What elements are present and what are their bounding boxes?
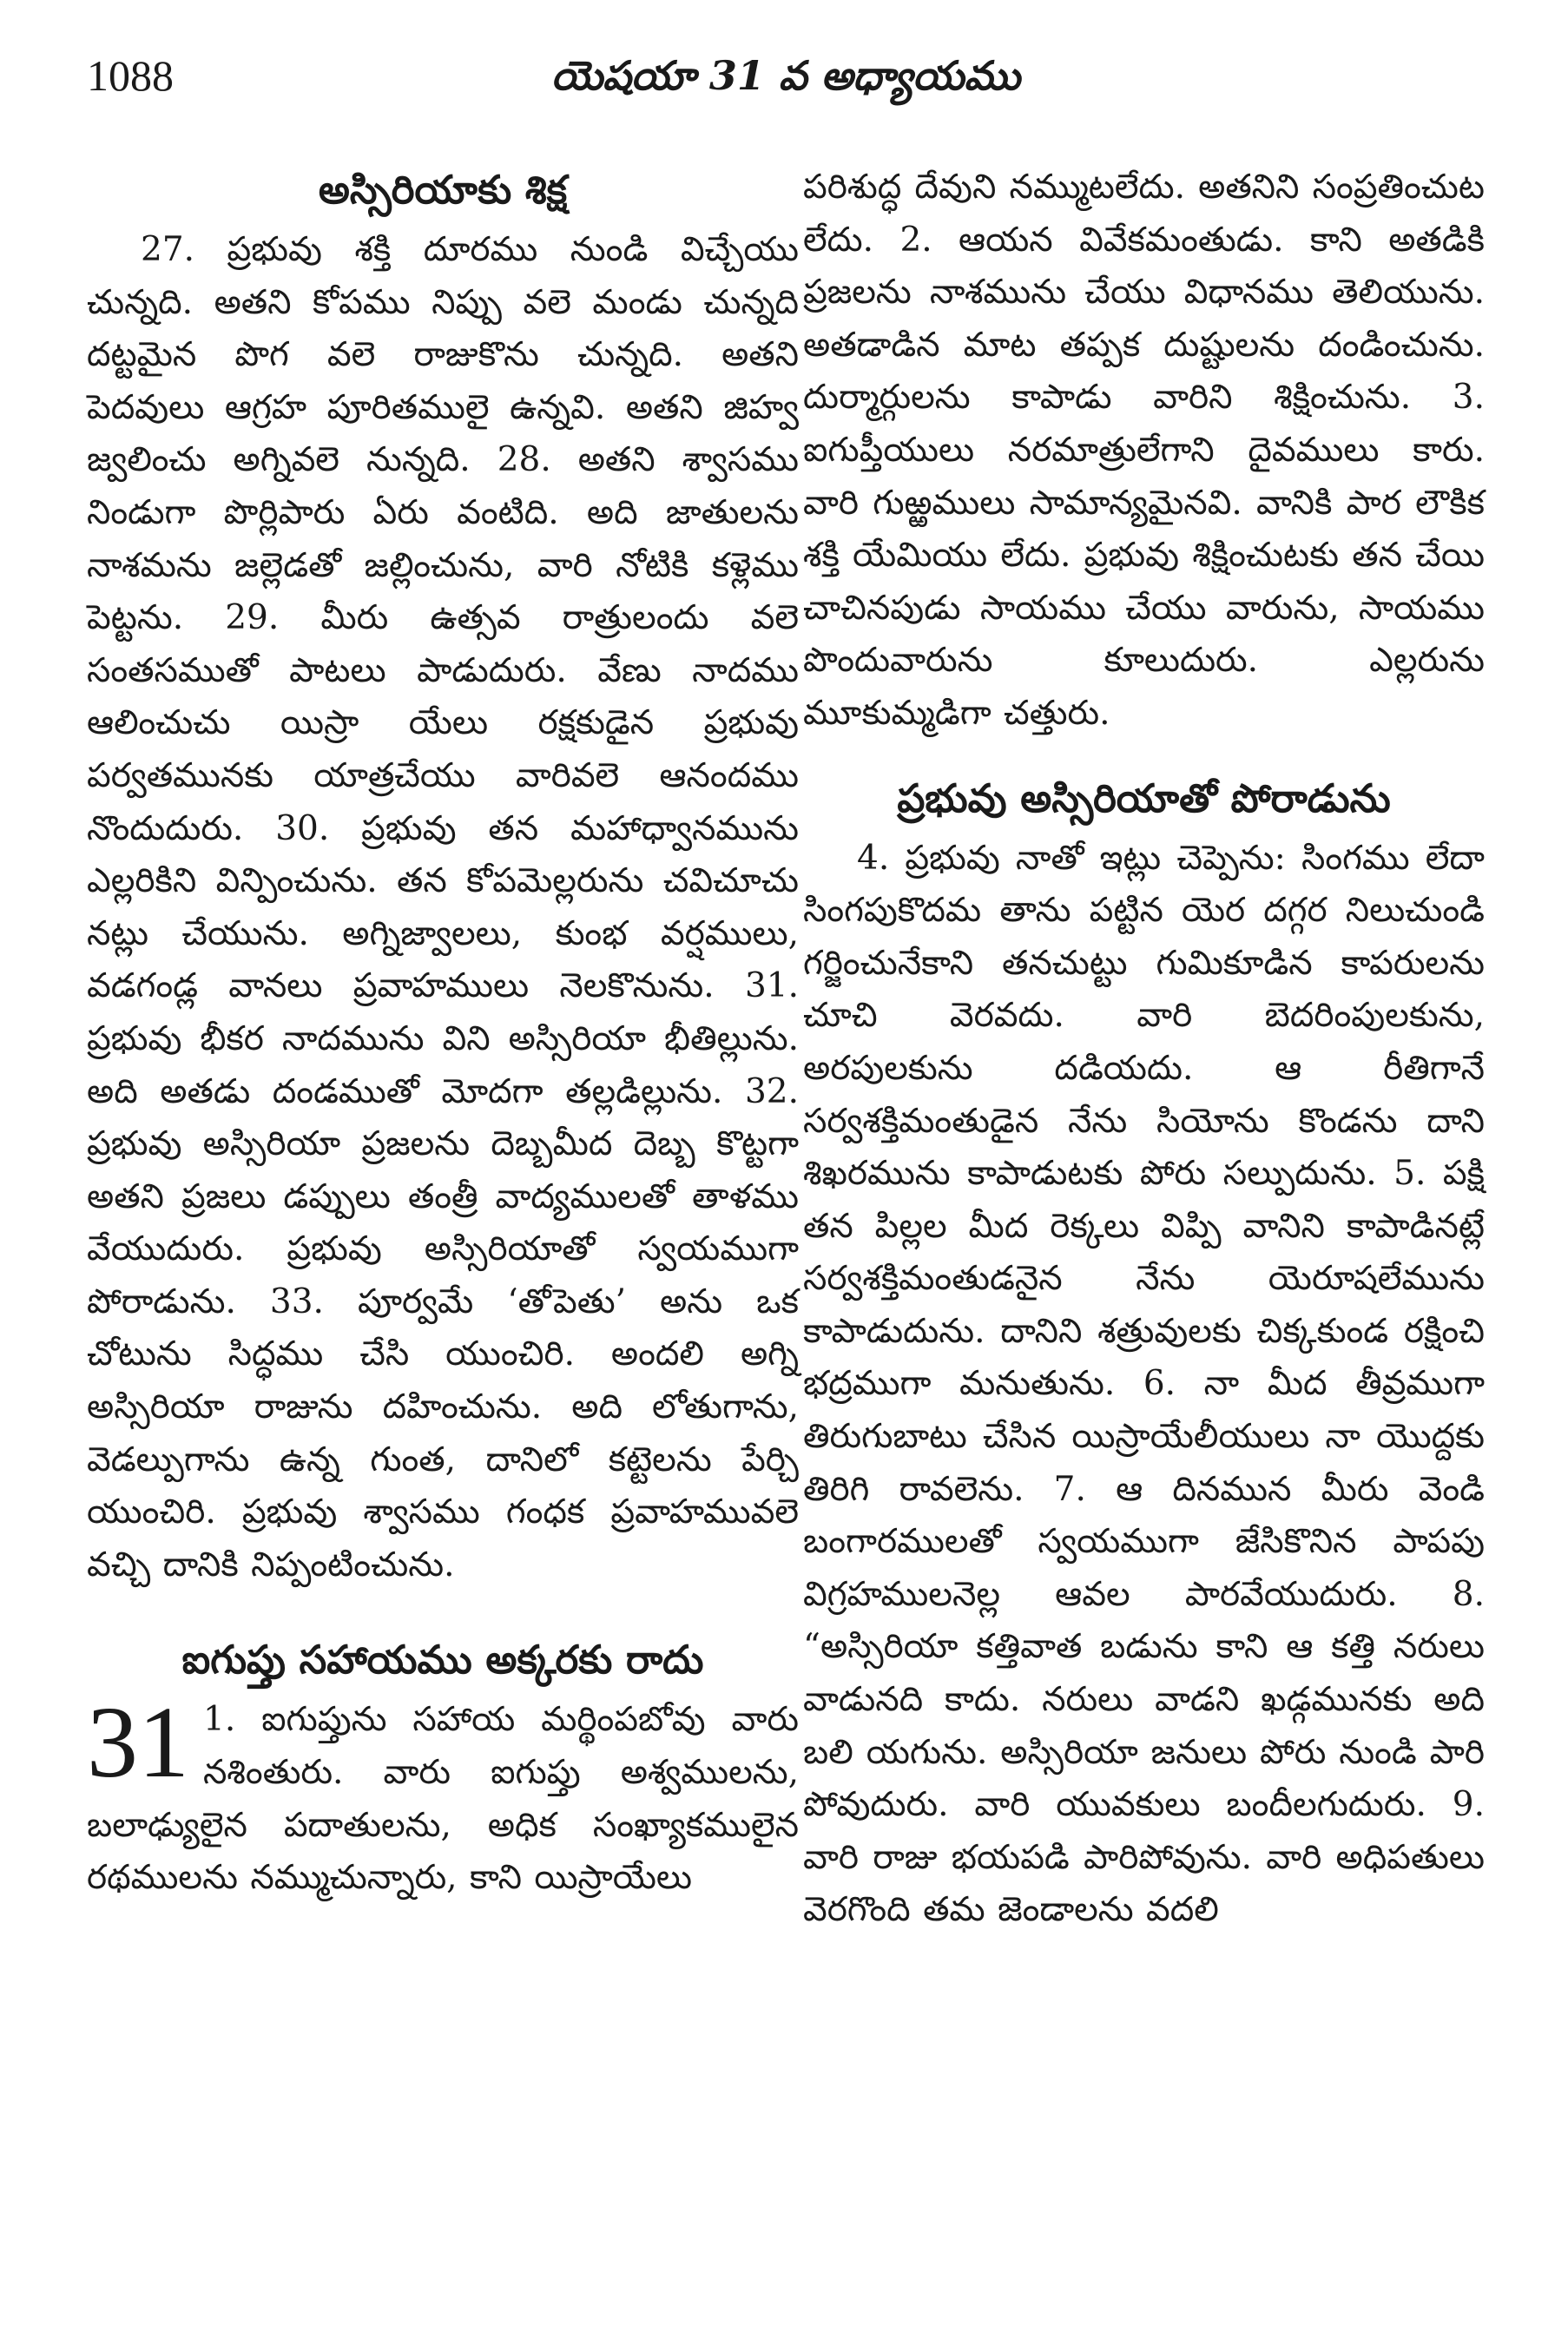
- right-column: [803, 156, 1485, 1937]
- chapter-block: [87, 1685, 799, 1904]
- section-heading-lord-fights-assyria: ప్రభువు అస్సిరియాతో పోరాడును: [897, 774, 1391, 821]
- verse-paragraph: 1. ఐగుప్తును సహాయ మర్థింపబోవు వారు నశింతురు. వారు ఐగుప్తు అశ్వములను, బలాఢ్యులైన పదాతులను, అధిక సంఖ్యాకములైన రథములను నమ్ముచున్నారు, కాని యిస్రాయేలు: [87, 1700, 799, 1898]
- left-column: [87, 156, 799, 1905]
- page-header: [87, 45, 1485, 115]
- section-heading-egypt-help: ఐగుప్తు సహాయము అక్కరకు రాదు: [181, 1637, 704, 1683]
- running-title: యెషయా 31 వ అధ్యాయము: [550, 52, 1021, 99]
- verse-paragraph: 4. ప్రభువు నాతో ఇట్లు చెప్పెను: సింగము లేదా సింగపుకొదమ తాను పట్టిన యెర దగ్గర నిలుచుండి గర్జించునేకాని తనచుట్టు గుమికూడిన కాపరులను చూచి వెరవదు. వారి బెదరింపులకును, అరపులకును దడియదు. ఆ రీతిగానే సర్వశక్తిమంతుడైన నేను సియోను కొండను దాని శిఖరమును కాపాడుటకు పోరు సల్పుదును. 5. పక్షి తన పిల్లల మీద రెక్కలు విప్పి వానిని కాపాడినట్లే సర్వశక్తిమంతుడనైన నేను యెరూషలేమును కాపాడుదును. దానిని శత్రువులకు చిక్కకుండ రక్షించి భద్రముగా మనుతును. 6. నా మీద తీవ్రముగా తిరుగుబాటు చేసిన యిస్రాయేలీయులు నా యొద్దకు తిరిగి రావలెను. 7. ఆ దినమున మీరు వెండి బంగారములతో స్వయముగా జేసికొనిన పాపపు విగ్రహములనెల్ల ఆవల పారవేయుదురు. 8. “అస్సిరియా కత్తివాత బడును కాని ఆ కత్తి నరులు వాడునది కాదు. నరులు వాడని ఖడ్గమునకు అది బలి యగును. అస్సిరియా జనులు పోరు నుండి పారి పోవుదురు. వారి యువకులు బందీలగుదురు. 9. వారి రాజు భయపడి పారిపోవును. వారి అధిపతులు వెరగొంది తమ జెండాలను వదలి: [803, 838, 1485, 1930]
- verse-paragraph: పరిశుద్ధ దేవుని నమ్ముటలేదు. అతనిని సంప్రతించుట లేదు. 2. ఆయన వివేకమంతుడు. కాని అతడికి ప్రజలను నాశమును చేయు విధానము తెలియును. అతడాడిన మాట తప్పక దుష్టులను దండించును. దుర్మార్గులను కాపాడు వారిని శిక్షించును. 3. ఐగుప్తీయులు నరమాత్రులేగాని దైవములు కారు. వారి గుఱ్ఱములు సామాన్యమైనవి. వానికి పార లౌకిక శక్తి యేమియు లేదు. ప్రభువు శిక్షించుటకు తన చేయి చాచినపుడు సాయము చేయు వారును, సాయము పొందువారును కూలుదురు. ఎల్లరును మూకుమ్మడిగా చత్తురు.: [803, 168, 1485, 733]
- page-number: 1088: [87, 51, 174, 100]
- chapter-number: 31: [87, 1685, 189, 1800]
- section-heading-assyria-punishment: అస్సిరియాకు శిక్ష: [318, 167, 568, 213]
- verse-paragraph: 27. ప్రభువు శక్తి దూరము నుండి విచ్చేయు చున్నది. అతని కోపము నిప్పు వలె మండు చున్నది దట్టమైన పొగ వలె రాజుకొను చున్నది. అతని పెదవులు ఆగ్రహ పూరితములై ఉన్నవి. అతని జిహ్వ జ్వలించు అగ్నివలె నున్నది. 28. అతని శ్వాసము నిండుగా పొర్లిపారు ఏరు వంటిది. అది జాతులను నాశమను జల్లెడతో జల్లించును, వారి నోటికి కళ్లెము పెట్టను. 29. మీరు ఉత్సవ రాత్రులందు వలె సంతసముతో పాటలు పాడుదురు. వేణు నాదము ఆలించుచు యిస్రా యేలు రక్షకుడైన ప్రభువు పర్వతమునకు యాత్రచేయు వారివలె ఆనందము నొందుదురు. 30. ప్రభువు తన మహాధ్వానమును ఎల్లరికిని విన్పించును. తన కోపమెల్లరును చవిచూచు నట్లు చేయును. అగ్నిజ్వాలలు, కుంభ వర్షములు, వడగండ్ల వానలు ప్రవాహములు నెలకొనును. 31. ప్రభువు భీకర నాదమును విని అస్సిరియా భీతిల్లును. అది అతడు దండముతో మోదగా తల్లడిల్లును. 32. ప్రభువు అస్సిరియా ప్రజలను దెబ్బమీద దెబ్బ కొట్టగా అతని ప్రజలు డప్పులు తంత్రీ వాద్యములతో తాళము వేయుదురు. ప్రభువు అస్సిరియాతో స్వయముగా పోరాడును. 33. పూర్వమే ‘తోపెతు’ అను ఒక చోటును సిద్ధము చేసి యుంచిరి. అందలి అగ్ని అస్సిరియా రాజును దహించును. అది లోతుగాను, వెడల్పుగాను ఉన్న గుంత, దానిలో కట్టెలను పేర్చి యుంచిరి. ప్రభువు శ్వాసము గంధక ప్రవాహమువలె వచ్చి దానికి నిప్పంటించును.: [87, 230, 799, 1584]
